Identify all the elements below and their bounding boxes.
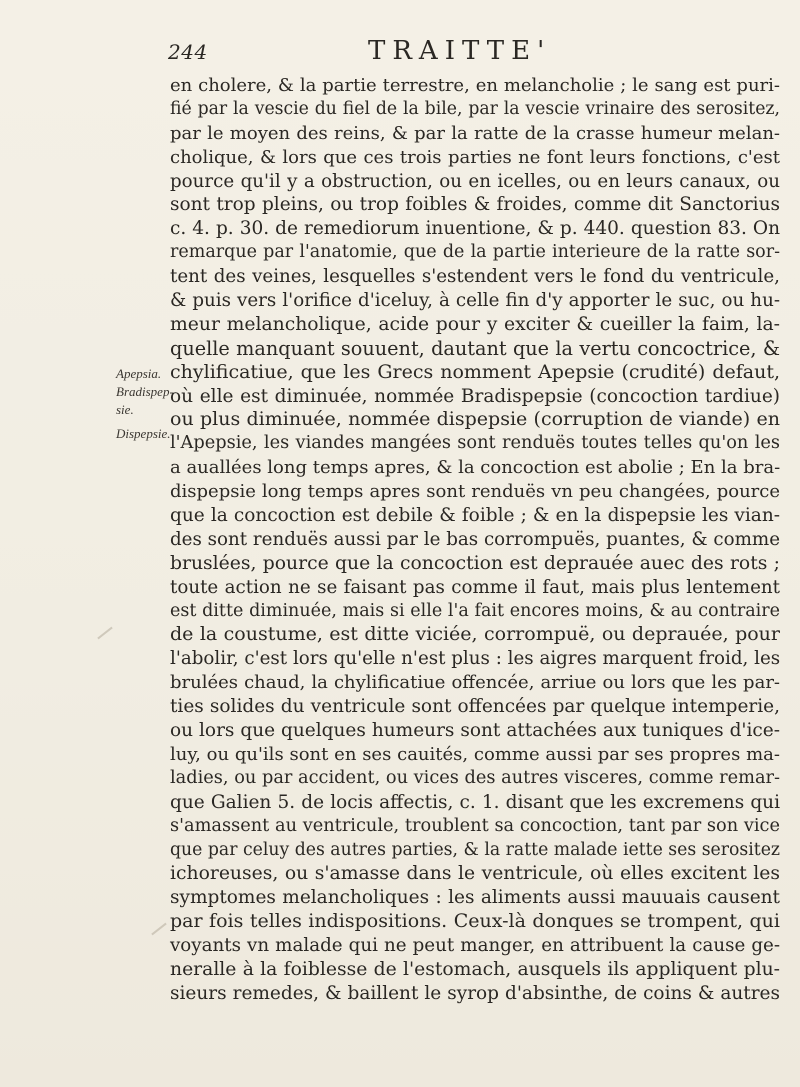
text-line: chylificatiue, que les Grecs nomment Apepsie (crudité) defaut, (170, 360, 780, 383)
text-line: luy, ou qu'ils sont en ses cauités, comme aussi par ses propres ma- (170, 743, 780, 765)
page-blemish (97, 627, 112, 640)
text-line: que Galien 5. de locis affectis, c. 1. disant que les excremens qui (170, 791, 780, 813)
text-line: cholique, & lors que ces trois parties ne font leurs fonctions, c'est (170, 146, 780, 168)
text-line: fié par la vescie du fiel de la bile, par la vescie vrinaire des serositez, (170, 98, 780, 119)
margin-note-bradispepsie-cont: sie. (116, 402, 134, 417)
text-line: & puis vers l'orifice d'iceluy, à celle fin d'y apporter le suc, ou hu- (170, 290, 780, 312)
page-number: 244 (168, 40, 208, 64)
text-line: où elle est diminuée, nommée Bradispepsie (concoction tardiue) (170, 385, 780, 407)
text-line: meur melancholique, acide pour y exciter & cueiller la faim, la- (170, 313, 780, 335)
text-line: que la concoction est debile & foible ; & en la dispepsie les vian- (170, 505, 780, 527)
text-line: neralle à la foiblesse de l'estomach, ausquels ils appliquent plu- (170, 958, 780, 980)
margin-note-dispepsie: Dispepsie. (116, 426, 171, 441)
page-header (168, 36, 778, 66)
text-line: en cholere, & la partie terrestre, en melancholie ; le sang est puri- (170, 75, 780, 96)
margin-note-apepsia: Apepsia. (116, 366, 162, 381)
text-line: remarque par l'anatomie, que de la partie interieure de la ratte sor- (170, 242, 780, 263)
running-title: TRAITTE' (368, 36, 552, 66)
text-line: a auallées long temps apres, & la concoction est abolie ; En la bra- (170, 457, 781, 479)
text-line: c. 4. p. 30. de remediorum inuentione, & p. 440. question 83. On (170, 218, 780, 240)
text-line: des sont renduës aussi par le bas corrompuës, puantes, & comme (170, 528, 780, 550)
text-line: l'abolir, c'est lors qu'elle n'est plus : les aigres marquent froid, les (170, 648, 781, 670)
text-line: toute action ne se faisant pas comme il faut, mais plus lentement (170, 576, 780, 598)
text-line: sont trop pleins, ou trop foibles & froides, comme dit Sanctorius (170, 194, 780, 216)
text-line: quelle manquant souuent, dautant que la vertu concoctrice, & (170, 336, 780, 360)
text-line: ou plus diminuée, nommée dispepsie (corruption de viande) en (170, 408, 780, 431)
page-blemish (151, 923, 166, 936)
text-line: voyants vn malade qui ne peut manger, en attribuent la cause ge- (170, 935, 780, 957)
text-line: ladies, ou par accident, ou vices des autres visceres, comme remar- (170, 767, 781, 788)
text-line: ties solides du ventricule sont offencées par quelque intemperie, (170, 696, 780, 718)
text-line: ou lors que quelques humeurs sont attachées aux tuniques d'ice- (170, 720, 780, 742)
text-line: sieurs remedes, & baillent le syrop d'absinthe, de coins & autres (170, 982, 780, 1004)
text-line: brulées chaud, la chylificatiue offencée, arriue ou lors que les par- (170, 672, 780, 694)
text-line: est ditte diminuée, mais si elle l'a fait encores moins, & au contraire (170, 600, 780, 621)
text-line: ichoreuses, ou s'amasse dans le ventricule, où elles excitent les (170, 863, 780, 885)
text-line: s'amassent au ventricule, troublent sa concoction, tant par son vice (170, 815, 780, 836)
text-line: tent des veines, lesquelles s'estendent vers le fond du ventricule, (170, 266, 780, 288)
body-text (170, 74, 780, 1006)
text-line: par fois telles indispositions. Ceux-là donques se trompent, qui (170, 910, 780, 933)
text-line: l'Apepsie, les viandes mangées sont renduës toutes telles qu'on les (170, 433, 780, 454)
text-line: par le moyen des reins, & par la ratte de la crasse humeur melan- (170, 122, 780, 144)
margin-note-bradispepsie: Bradispep- (116, 384, 174, 399)
text-line: que par celuy des autres parties, & la ratte malade iette ses serositez (170, 839, 780, 860)
text-line: dispepsie long temps apres sont renduës vn peu changées, pource (170, 481, 780, 503)
text-line: symptomes melancholiques : les aliments aussi mauuais causent (170, 887, 780, 909)
text-line: bruslées, pource que la concoction est deprauée auec des rots ; (170, 552, 780, 574)
text-line: de la coustume, est ditte viciée, corrompuë, ou deprauée, pour (170, 623, 780, 646)
text-line: pource qu'il y a obstruction, ou en icelles, ou en leurs canaux, ou (170, 170, 780, 192)
